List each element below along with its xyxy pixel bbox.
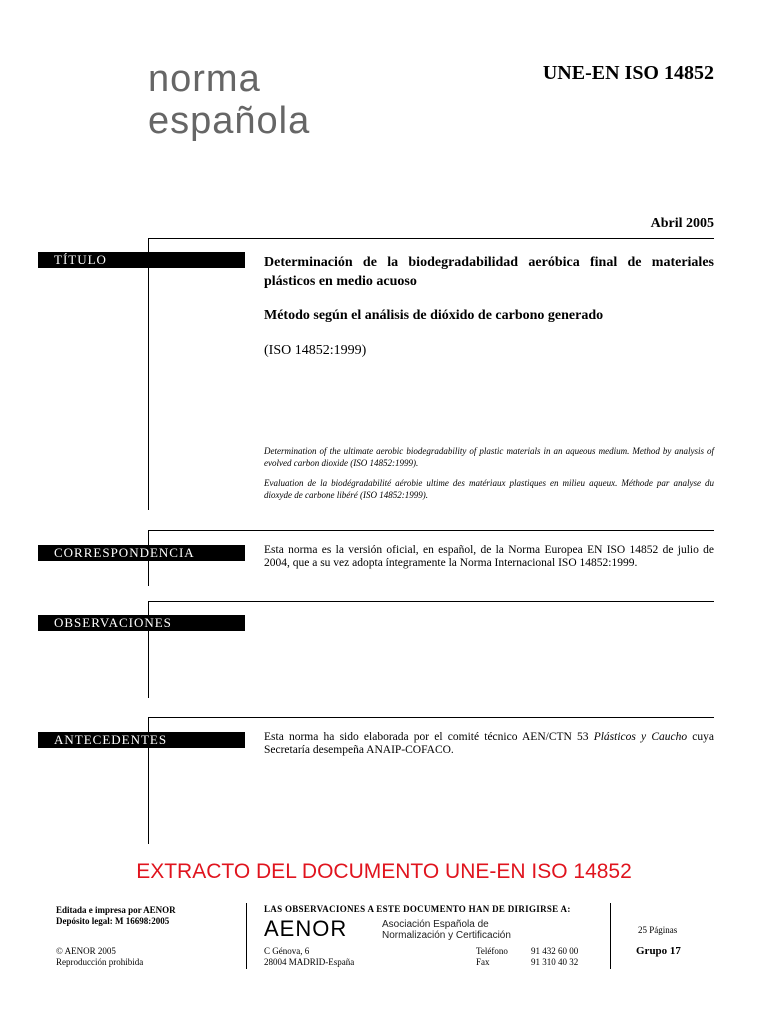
label-antecedentes: ANTECEDENTES [38, 732, 245, 748]
publication-date: Abril 2005 [650, 216, 714, 231]
correspondencia-text: Esta norma es la versión oficial, en español, de la Norma Europea EN ISO 14852 de julio de 2004, que a su vez adopta íntegramente la Norma Internacional ISO 14852:1999. [264, 544, 714, 569]
title-french: Evaluation de la biodégradabilité aérobie ultime des matériaux plastiques en milieu aqueux. Méthode par analyse du dioxyde de carbone libéré (ISO 14852:1999). [264, 478, 714, 500]
document-type-title [148, 58, 310, 142]
page-count: 25 Páginas [638, 925, 678, 935]
observations-notice: LAS OBSERVACIONES A ESTE DOCUMENTO HAN DE DIRIGIRSE A: [264, 904, 571, 914]
label-correspondencia: CORRESPONDENCIA [38, 545, 245, 561]
contact-numbers [531, 946, 578, 968]
title-subtitle: Método según el análisis de dióxido de carbono generado [264, 308, 604, 323]
divider-observaciones [148, 601, 714, 602]
title-line-norma: norma [148, 58, 261, 100]
footer-divider-right [610, 903, 611, 969]
title-english: Determination of the ultimate aerobic biodegradability of plastic materials in an aqueous medium. Method by analysis of evolved carbon dioxide (ISO 14852:1999). [264, 446, 714, 468]
phone-number: 91 432 60 00 [531, 946, 579, 956]
antecedentes-text-part2: cuya Secretaría desempeña ANAIP-COFACO. [264, 731, 714, 756]
fax-label: Fax [476, 957, 490, 967]
footer-divider-left [246, 903, 247, 969]
antecedentes-text [264, 731, 714, 757]
footer-copyright [56, 946, 143, 968]
copyright: © AENOR 2005 [56, 946, 116, 956]
edited-by: Editada e impresa por AENOR [56, 905, 176, 915]
title-spanish: Determinación de la biodegradabilidad aeróbica final de materiales plásticos en medio acuoso [264, 255, 714, 289]
address-street: C Génova, 6 [264, 946, 310, 956]
address-city: 28004 MADRID-España [264, 957, 355, 967]
label-titulo: TÍTULO [38, 252, 245, 268]
fax-number: 91 310 40 32 [531, 957, 579, 967]
divider-antecedentes [148, 717, 714, 718]
association-name [382, 919, 511, 941]
legal-deposit: Depósito legal: M 16698:2005 [56, 916, 170, 926]
phone-label: Teléfono [476, 946, 508, 956]
antecedentes-text-part1: Esta norma ha sido elaborada por el comité técnico AEN/CTN 53 [264, 731, 594, 743]
association-line1: Asociación Española de [382, 919, 489, 930]
contact-labels [476, 946, 508, 968]
divider-vertical-titulo [148, 238, 149, 510]
aenor-logo: AENOR [264, 916, 348, 941]
divider-correspondencia [148, 530, 714, 531]
address [264, 946, 354, 968]
extract-watermark: EXTRACTO DEL DOCUMENTO UNE-EN ISO 14852 [136, 860, 632, 883]
standard-code: UNE-EN ISO 14852 [542, 62, 714, 84]
association-line2: Normalización y Certificación [382, 930, 511, 941]
label-observaciones: OBSERVACIONES [38, 615, 245, 631]
divider-top [148, 238, 714, 239]
footer-editor [56, 905, 176, 927]
title-iso-reference: (ISO 14852:1999) [264, 343, 367, 358]
reproduction-notice: Reproducción prohibida [56, 957, 144, 967]
price-group: Grupo 17 [636, 945, 681, 957]
title-line-espanola: española [148, 100, 311, 142]
antecedentes-committee-name: Plásticos y Caucho [593, 731, 688, 743]
